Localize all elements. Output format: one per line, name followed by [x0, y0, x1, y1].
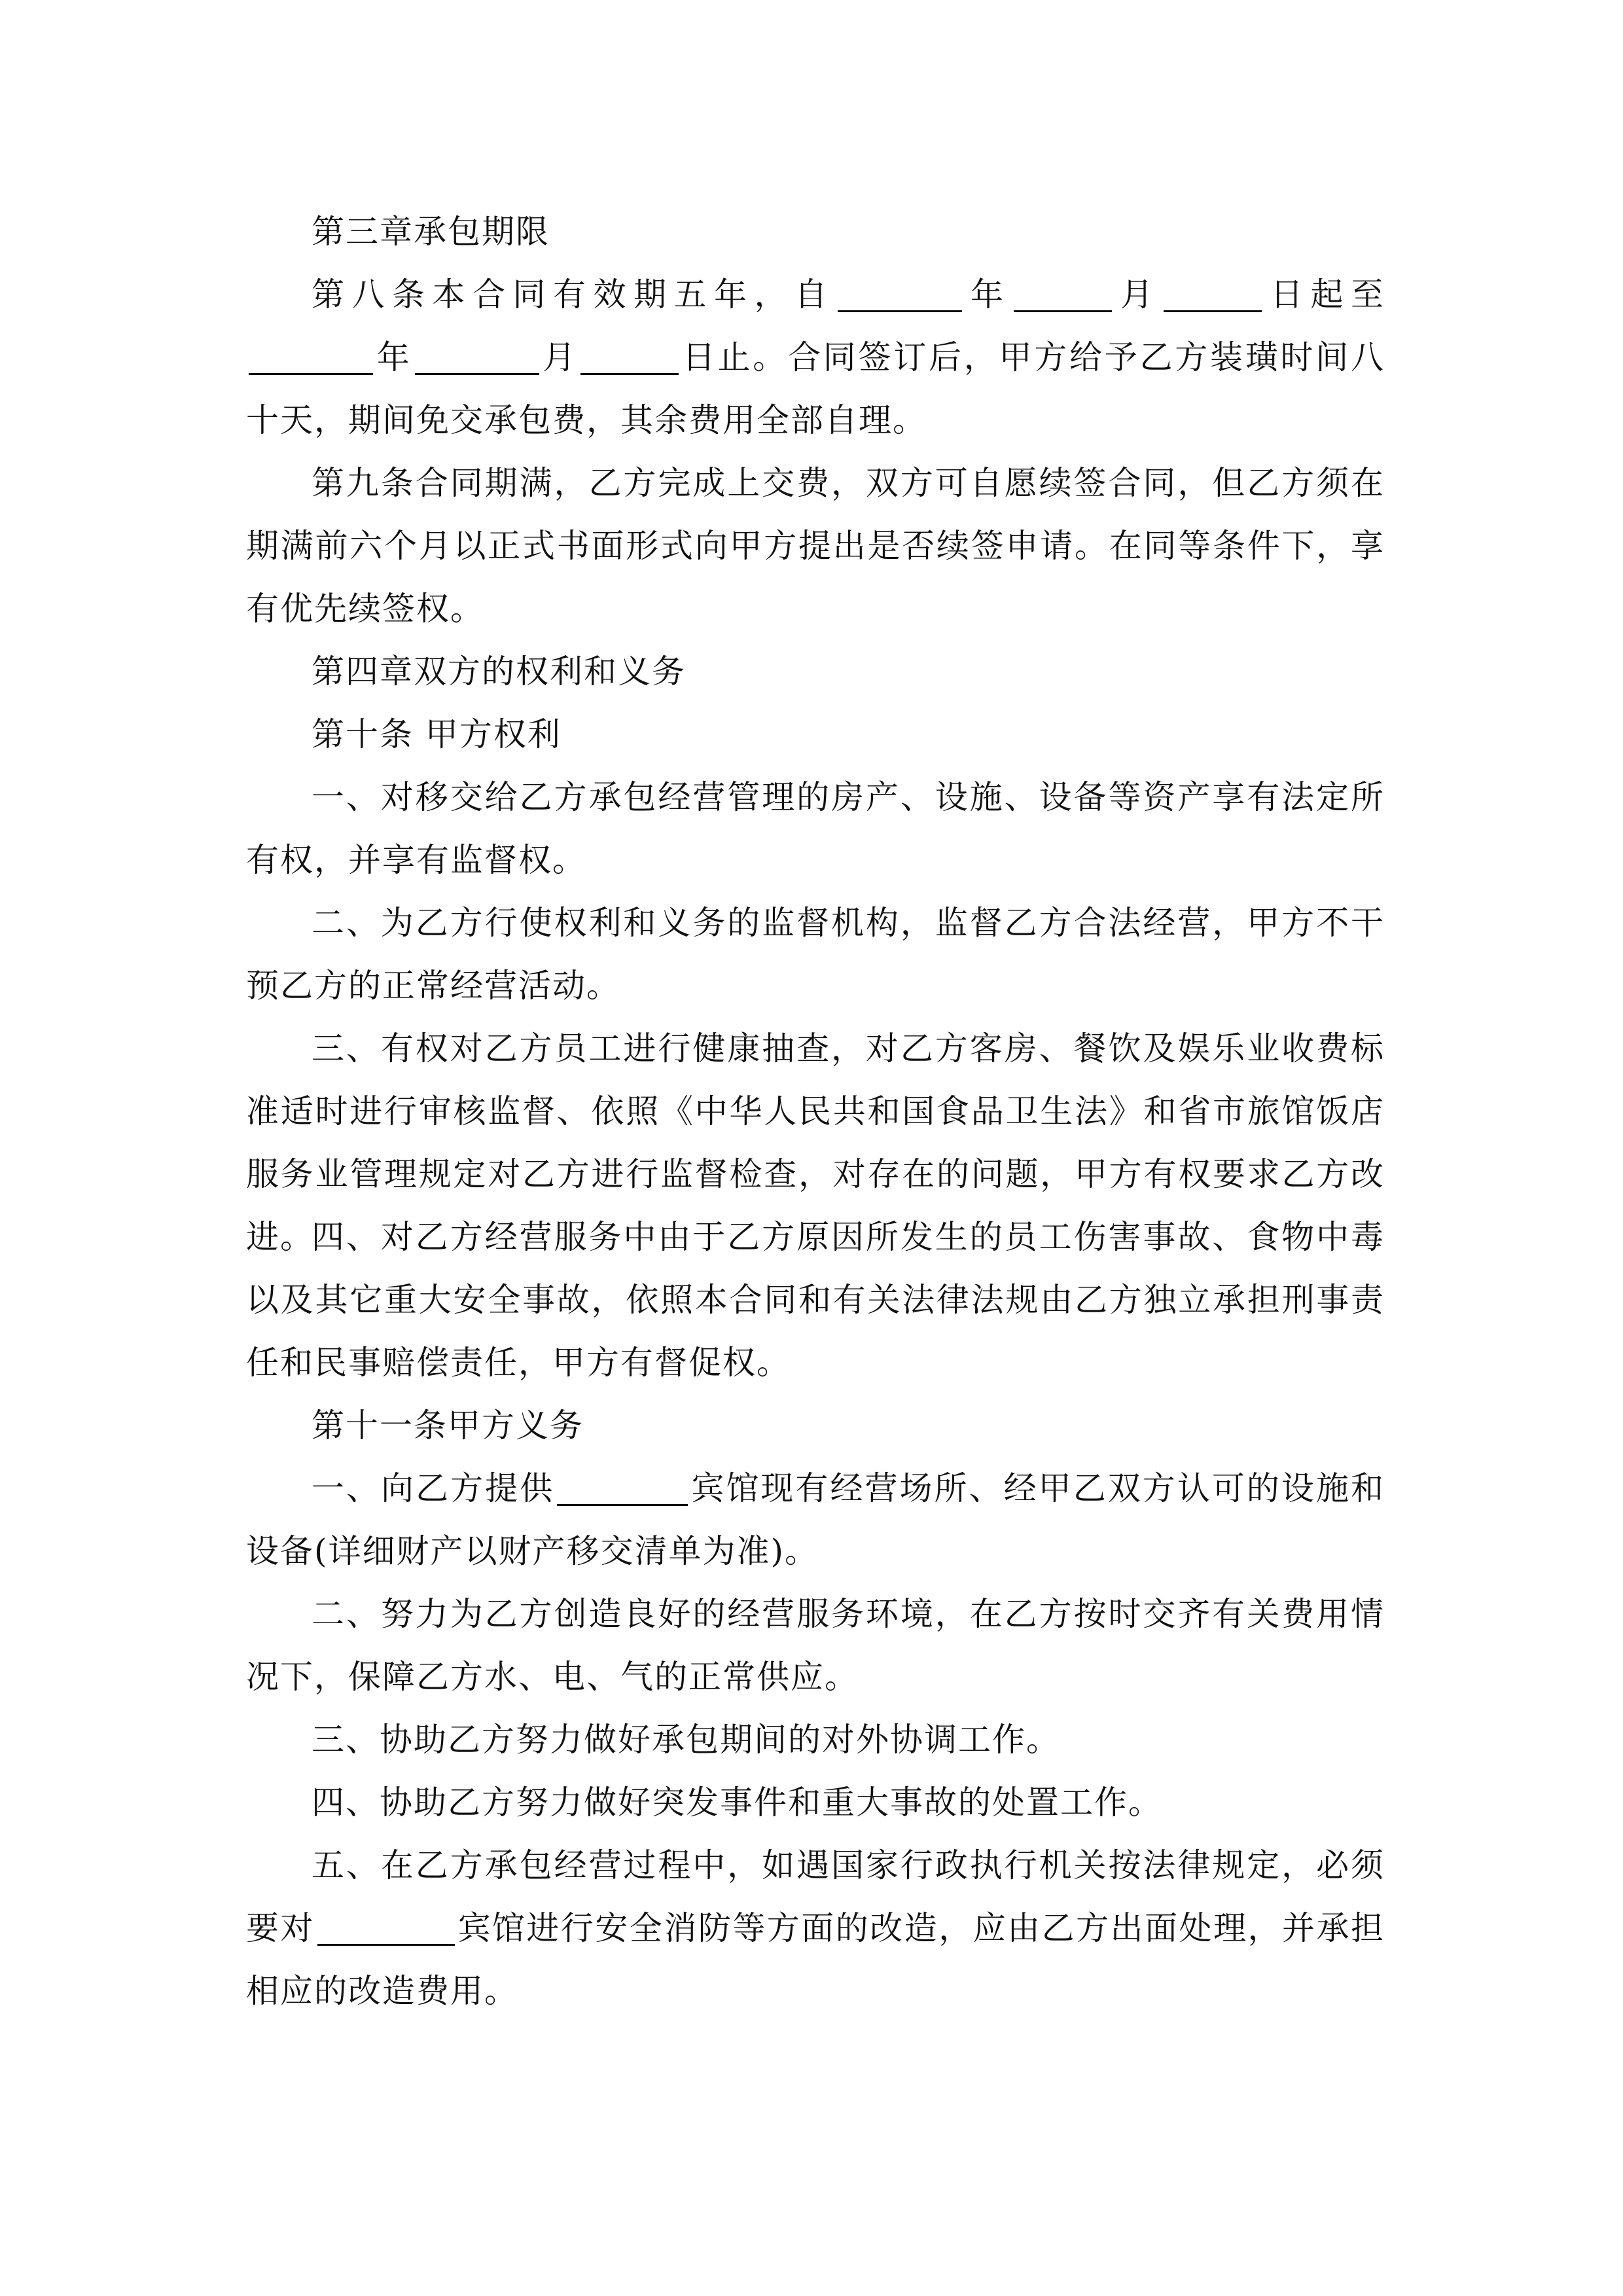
article-11-item-5: [246, 1834, 1385, 2022]
chapter-4-title: 第四章双方的权利和义务: [312, 653, 686, 691]
article-11-item-5-text-b: 宾馆进行安全消防等方面的改造，应由乙方出面处理，并承担相应的改造费用。: [246, 1909, 1385, 2010]
article-11-title: 第十一条甲方义务: [312, 1407, 584, 1444]
article-10-item-2: 二、为乙方行使权利和义务的监督机构，监督乙方合法经营，甲方不干预乙方的正常经营活动。: [246, 904, 1385, 1005]
article-9: 第九条合同期满，乙方完成上交费，双方可自愿续签合同，但乙方须在期满前六个月以正式书面形式向甲方提出是否续签申请。在同等条件下，享有优先续签权。: [246, 464, 1385, 628]
blank-start-day: [1164, 278, 1262, 312]
article-10-item-3: 三、有权对乙方员工进行健康抽查，对乙方客房、餐饮及娱乐业收费标准适时进行审核监督、依照《中华人民共和国食品卫生法》和省市旅馆饭店服务业管理规定对乙方进行监督检查，对存在的问题，甲方有权要求乙方改进。: [246, 1030, 1385, 1256]
article-11-item-1: [246, 1457, 1385, 1583]
article-8-text-d: 日起至: [1264, 276, 1385, 314]
blank-start-year: [838, 278, 962, 312]
article-8-text-f: 月: [541, 338, 578, 376]
article-8-text-c: 月: [1114, 276, 1161, 314]
article-8: [246, 263, 1385, 452]
document-body: [246, 0, 1385, 2296]
blank-end-month: [415, 340, 539, 375]
article-10-item-1: 一、对移交给乙方承包经营管理的房产、设施、设备等资产享有法定所有权，并享有监督权。: [246, 778, 1385, 879]
article-11-item-3: 三、协助乙方努力做好承包期间的对外协调工作。: [312, 1721, 1060, 1759]
article-8-text-e: 年: [376, 338, 412, 376]
chapter-3-title: 第三章承包期限: [312, 213, 550, 251]
blank-hotel-name-2: [317, 1911, 455, 1946]
blank-end-year: [249, 340, 373, 375]
blank-end-day: [580, 340, 679, 375]
article-11-item-1-text-a: 一、向乙方提供: [312, 1469, 555, 1507]
article-8-text-g: 日止。合同签订后，甲方给予乙方装璜时间八十天，期间免交承包费，其余费用全部自理。: [246, 338, 1385, 439]
article-10-item-4: 四、对乙方经营服务中由于乙方原因所发生的员工伤害事故、食物中毒以及其它重大安全事故，依照本合同和有关法律法规由乙方独立承担刑事责任和民事赔偿责任，甲方有督促权。: [246, 1218, 1385, 1382]
article-8-text-b: 年: [964, 276, 1011, 314]
article-8-text-a: 第八条本合同有效期五年，自: [312, 276, 835, 314]
blank-start-month: [1014, 278, 1112, 312]
article-11-item-5-text-a: 五、在乙方承包经营过程中，如遇国家行政执行机关按法律规定，必须要对: [246, 1846, 1385, 1947]
article-11-item-4: 四、协助乙方努力做好突发事件和重大事故的处置工作。: [312, 1784, 1162, 1821]
article-10-title: 第十条 甲方权利: [312, 715, 562, 753]
article-11-item-1-text-b: 宾馆现有经营场所、经甲乙双方认可的设施和设备(详细财产以财产移交清单为准)。: [246, 1469, 1385, 1570]
blank-hotel-name-1: [557, 1471, 688, 1506]
article-11-item-2: 二、努力为乙方创造良好的经营服务环境，在乙方按时交齐有关费用情况下，保障乙方水、电、气的正常供应。: [246, 1595, 1385, 1696]
